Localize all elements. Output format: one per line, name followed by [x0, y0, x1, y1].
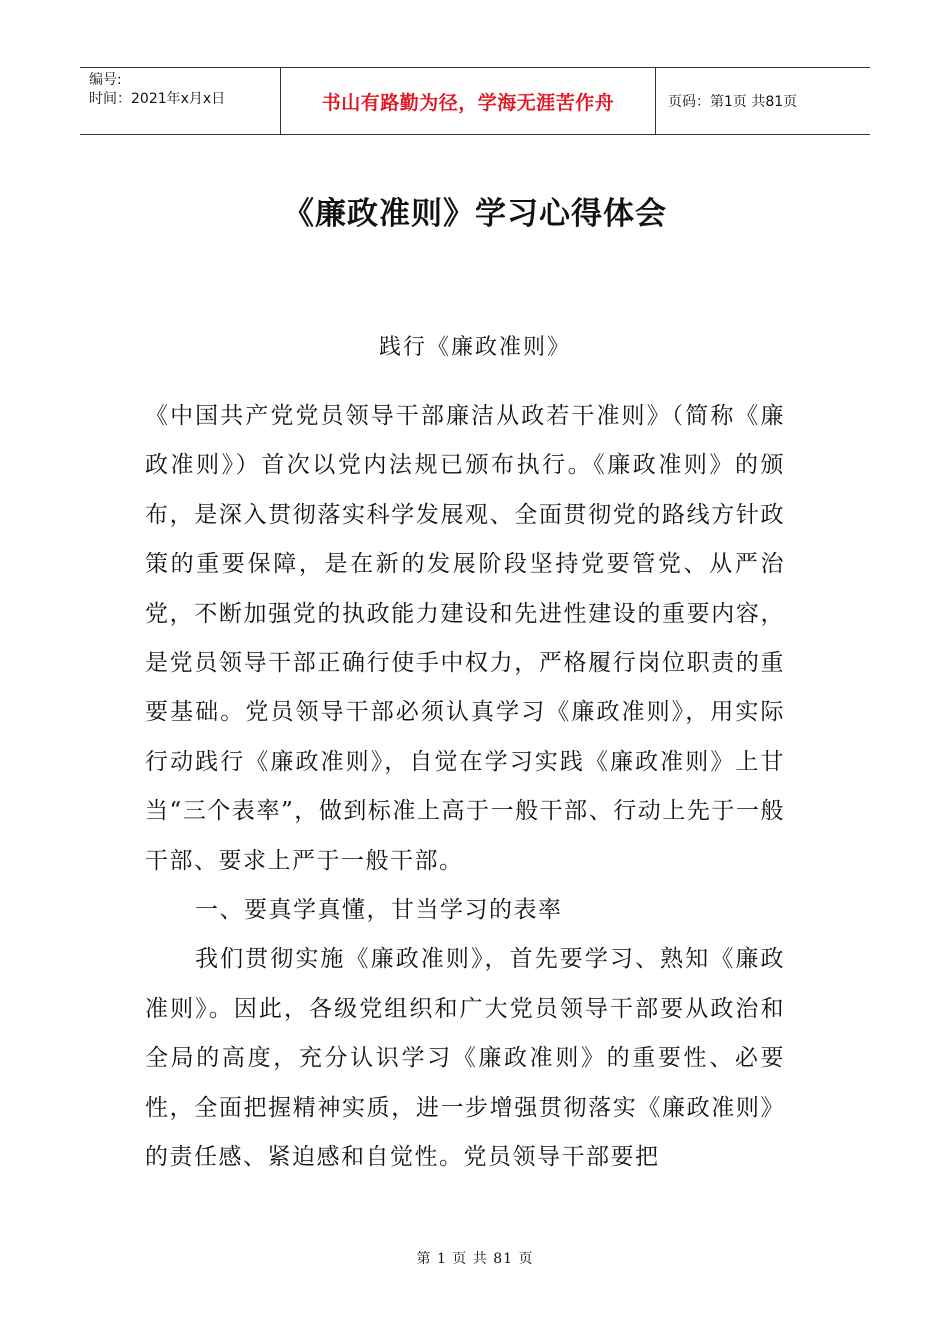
- header-motto-cell: [281, 68, 656, 134]
- document-subtitle: 践行《廉政准则》: [378, 335, 571, 360]
- document-title: 《廉政准则》学习心得体会: [283, 196, 667, 232]
- document-header: [80, 67, 870, 135]
- paragraph-section-1: 我们贯彻实施《廉政准则》，首先要学习、熟知《廉政准则》。因此，各级党组织和广大党员领导干部要从政治和全局的高度，充分认识学习《廉政准则》的重要性、必要性，全面把握精神实质，进一步增强贯彻落实《廉政准则》的责任感、紧迫感和自觉性。党员领导干部要把: [145, 946, 785, 1171]
- document-body: [145, 392, 785, 1183]
- page-footer: 第 1 页 共 81 页: [416, 1251, 534, 1267]
- motto-text: 书山有路勤为径，学海无涯苦作舟: [321, 91, 615, 114]
- page-info: 页码：第1页 共81页: [668, 94, 798, 110]
- paragraph-intro: 《中国共产党党员领导干部廉洁从政若干准则》（简称《廉政准则》）首次以党内法规已颁布执行。《廉政准则》的颁布，是深入贯彻落实科学发展观、全面贯彻党的路线方针政策的重要保障，是在新的发展阶段坚持党要管党、从严治党，不断加强党的执政能力建设和先进性建设的重要内容，是党员领导干部正确行使手中权力，严格履行岗位职责的重要基础。党员领导干部必须认真学习《廉政准则》，用实际行动践行《廉政准则》，自觉在学习实践《廉政准则》上甘当“三个表率”，做到标准上高于一般干部、行动上先于一般干部、要求上严于一般干部。: [145, 403, 785, 874]
- time-label: 时间：2021年x月x日: [89, 91, 226, 107]
- header-meta-cell: [80, 68, 281, 134]
- header-page-cell: [656, 68, 870, 134]
- section-heading: 一、要真学真懂，甘当学习的表率: [195, 897, 563, 924]
- number-label: 编号:: [89, 72, 122, 88]
